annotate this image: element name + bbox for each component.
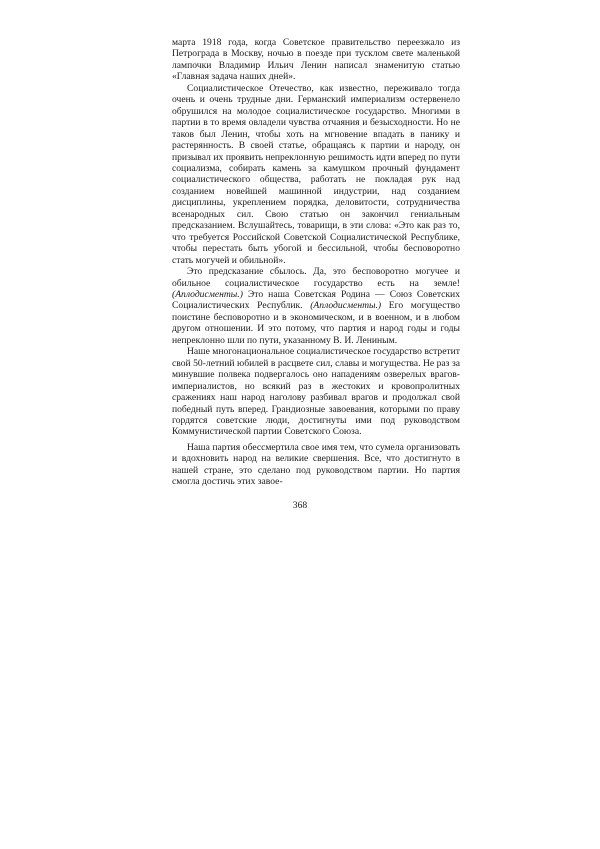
page-number: 368 <box>292 500 308 511</box>
paragraph-3-text-b: Это наша Советская Родина — Союз Советских Социалистических Республик. <box>172 288 460 312</box>
applause-remark-1: (Аплодисменты.) <box>172 288 243 300</box>
paragraph-4 <box>172 346 460 438</box>
paragraph-5 <box>172 442 460 488</box>
paragraph-4-text: Наше многонациональное социалистическое государство встретит свой 50-летний юбилей в расцвете сил, славы и могущества. Не раз за минувшие полвека подвергалось оно нападениям озверелых врагов-империалистов, но всякий раз в жестоких и кровопролитных сражениях наш народ наголову разбивал врагов и продолжал свой победный путь вперед. Грандиозные завоевания, которыми по праву гордятся советские люди, достигнуты ими под руководством Коммунистической партии Советского Союза. <box>172 346 460 438</box>
paragraph-3 <box>172 266 460 346</box>
text-column <box>172 37 460 488</box>
applause-remark-2: (Аплодисменты.) <box>310 300 382 312</box>
paragraph-1 <box>172 37 460 83</box>
paragraph-5-text: Наша партия обессмертила свое имя тем, что сумела организовать и вдохновить народ на великие свершения. Все, что достигнуто в нашей стране, это сделано под руководством партии. Но партия смогла достичь этих завое- <box>172 441 460 488</box>
paragraph-3-text-a: Это предсказание сбылось. Да, это бесповоротно могучее и обильное социалистическое государство есть на земле! <box>172 266 460 289</box>
paragraph-3-text-c: Его могущество поистине бесповоротно и в экономическом, и в военном, и в любом другом отношении. И это потому, что партия и народ годы и годы непреклонно шли по пути, указанному В. И. Лениным. <box>172 300 460 346</box>
paragraph-1-text: марта 1918 года, когда Советское правительство переезжало из Петрограда в Москву, ночью в поезде при тусклом свете маленькой лампочки Владимир Ильич Ленин написал знаменитую статью «Главная задача наших дней». <box>172 37 460 83</box>
paragraph-2-text: Социалистическое Отечество, как известно, переживало тогда очень и очень трудные дни. Германский империализм остервенело обрушился на молодое социалистическое государство. Многими в партии в то время овладели чувства отчаяния и безысходности. Но не таков был Ленин, чтобы хоть на мгновение впадать в панику и растерянность. В своей статье, обращаясь к партии и народу, он призывал их проявить непреклонную решимость идти вперед по пути социализма, собирать камень за камушком прочный фундамент социалистического общества, работать не покладая рук над созданием новейшей машинной индустрии, над созданием дисциплины, укреплением порядка, деловитости, сотрудничества всенародных сил. Свою статью он закончил гениальным предсказанием. Вслушайтесь, товарищи, в эти слова: «Это как раз то, что требуется Российской Советской Социалистической Республике, чтобы перестать быть убогой и бессильной, чтобы бесповоротно стать могучей и обильной». <box>172 82 460 266</box>
paragraph-2 <box>172 83 460 266</box>
